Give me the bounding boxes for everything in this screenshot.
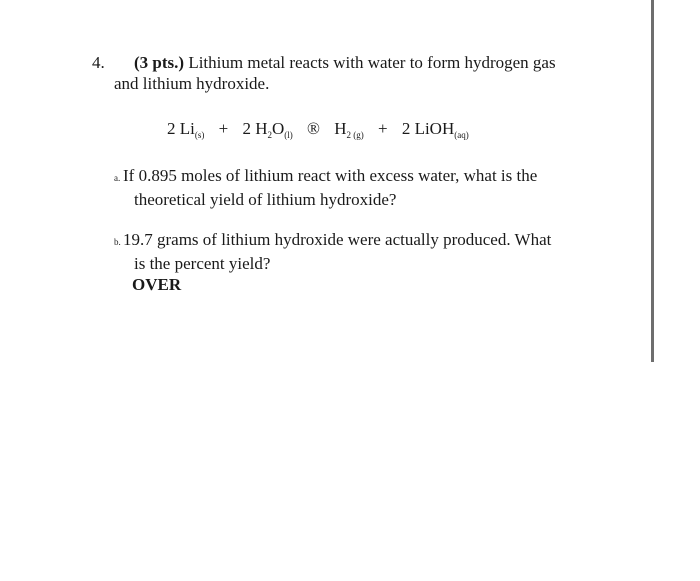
eq-arrow-symbol: ®	[307, 119, 320, 138]
eq-term-water-h: 2 H	[242, 119, 268, 138]
part-b-letter: b.	[114, 237, 121, 247]
eq-state-solid: (s)	[194, 130, 205, 140]
part-a-line2: theoretical yield of lithium hydroxide?	[134, 190, 397, 209]
eq-state-aqueous: (aq)	[454, 130, 469, 140]
eq-term-lioh: 2 LiOH	[401, 119, 455, 138]
question-4	[92, 52, 632, 94]
eq-plus-2: +	[377, 119, 388, 138]
eq-term-hydrogen: H	[334, 119, 347, 138]
part-a-line1: If 0.895 moles of lithium react with excess water, what is the	[123, 166, 538, 185]
question-intro-line2: and lithium hydroxide.	[114, 74, 270, 93]
eq-term-water-o: O	[271, 119, 285, 138]
part-b-line1: 19.7 grams of lithium hydroxide were actually produced. What	[123, 230, 552, 249]
question-points: (3 pts.)	[134, 53, 185, 72]
part-b	[114, 229, 551, 295]
question-intro-line1: Lithium metal reacts with water to form hydrogen gas	[184, 53, 556, 72]
eq-term-lithium: 2 Li	[167, 119, 195, 138]
eq-state-gas: 2 (g)	[346, 130, 364, 140]
page-edge-rule	[651, 0, 654, 362]
eq-state-liquid: (l)	[284, 130, 293, 140]
part-b-line2: is the percent yield?	[134, 254, 271, 273]
question-header	[92, 52, 632, 73]
part-a	[114, 165, 537, 210]
chemical-equation	[167, 119, 469, 140]
eq-plus-1: +	[218, 119, 229, 138]
over-label: OVER	[132, 275, 182, 294]
question-number: 4.	[92, 53, 105, 72]
eq-water-subscript: 2	[267, 130, 272, 140]
part-a-letter: a.	[114, 173, 121, 183]
